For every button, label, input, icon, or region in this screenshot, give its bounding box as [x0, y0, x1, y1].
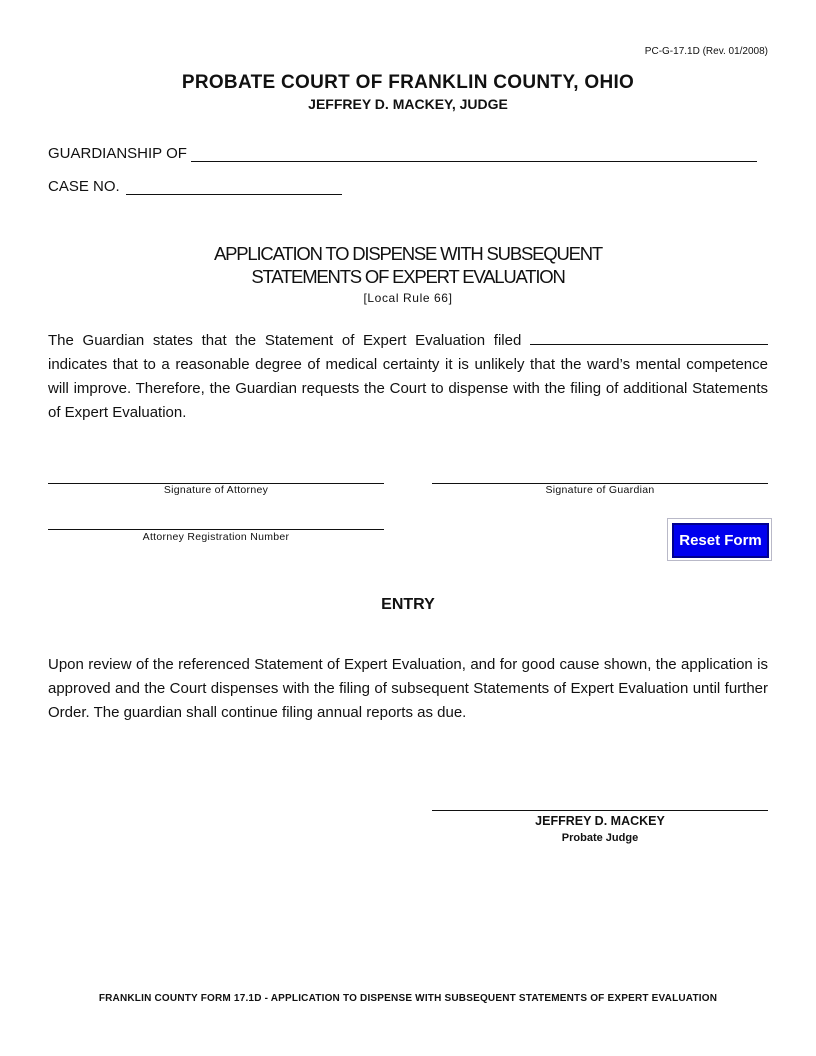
judge-name: JEFFREY D. MACKEY — [535, 814, 665, 828]
judge-signature-line — [432, 810, 768, 811]
judge-header: JEFFREY D. MACKEY, JUDGE — [308, 96, 508, 112]
entry-heading: ENTRY — [381, 596, 435, 613]
guardianship-row — [48, 145, 757, 162]
guardianship-label: GUARDIANSHIP OF — [48, 145, 187, 162]
reset-button-frame — [667, 518, 772, 561]
form-title-line2: STATEMENTS OF EXPERT EVALUATION — [251, 266, 565, 287]
application-paragraph — [48, 329, 768, 425]
attorney-registration-line[interactable] — [48, 529, 384, 530]
case-row — [48, 178, 342, 195]
case-label: CASE NO. — [48, 178, 120, 195]
judge-title: Probate Judge — [561, 832, 639, 844]
attorney-signature-label: Signature of Attorney — [163, 484, 269, 496]
form-id: PC-G-17.1D (Rev. 01/2008) — [644, 46, 768, 57]
attorney-registration-label: Attorney Registration Number — [142, 531, 290, 543]
application-text-rest: indicates that to a reasonable degree of medical certainty it is unlikely that the ward’s mental competence will improve. Therefore, the Guardian requests the Court to dispense with the filing of additional Statements of Expert Evaluation. — [48, 356, 768, 421]
court-name: PROBATE COURT OF FRANKLIN COUNTY, OHIO — [181, 72, 635, 93]
guardianship-field[interactable] — [191, 145, 757, 162]
case-number-field[interactable] — [126, 178, 342, 195]
local-rule: [Local Rule 66] — [363, 291, 453, 305]
application-text-start: The Guardian states that the Statement of Expert Evaluation filed — [48, 332, 522, 349]
entry-paragraph: Upon review of the referenced Statement of Expert Evaluation, and for good cause shown, the application is approved and the Court dispenses with the filing of subsequent Statements of Expert Evaluation until further Order. The guardian shall continue filing annual reports as due. — [48, 656, 768, 721]
reset-form-button[interactable]: Reset Form — [672, 523, 769, 558]
form-title-line1: APPLICATION TO DISPENSE WITH SUBSEQUENT — [213, 243, 603, 264]
page-footer: FRANKLIN COUNTY FORM 17.1D - APPLICATION TO DISPENSE WITH SUBSEQUENT STATEMENTS OF EXPERT EVALUATION — [98, 993, 718, 1004]
filed-date-field[interactable] — [530, 330, 768, 345]
guardian-signature-label: Signature of Guardian — [545, 484, 655, 496]
